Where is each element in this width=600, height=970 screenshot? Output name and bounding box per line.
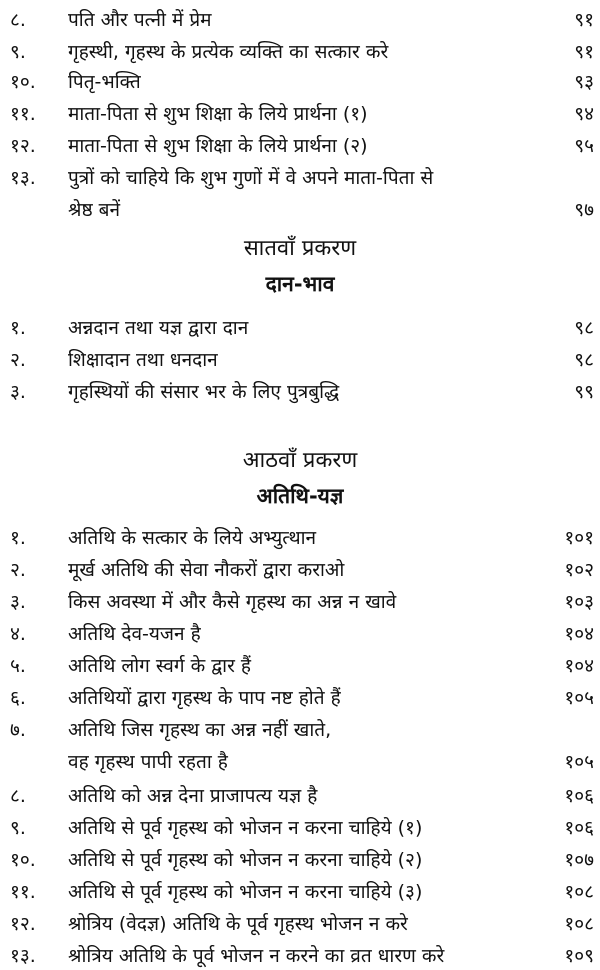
entry-page: १०८: [564, 913, 594, 935]
entry-page: १०१: [564, 527, 594, 549]
entry-page: ९५: [574, 135, 594, 157]
entry-page: ९८: [574, 317, 594, 339]
toc-entry: [0, 312, 600, 340]
entry-title: किस अवस्था में और कैसे गृहस्थ का अन्न न खावे: [68, 591, 397, 613]
entry-title: गृहस्थियों की संसार भर के लिए पुत्रबुद्धि: [68, 381, 340, 403]
entry-title: अतिथि को अन्न देना प्राजापत्य यज्ञ है: [68, 785, 318, 807]
toc-entry: [0, 876, 600, 904]
entry-title: श्रोत्रिय अतिथि के पूर्व भोजन न करने का व्रत धारण करे: [68, 945, 445, 967]
toc-entry: [0, 344, 600, 372]
entry-number: ११.: [10, 881, 36, 903]
entry-number: ९.: [10, 817, 26, 839]
toc-entry: [0, 618, 600, 646]
entry-number: ११.: [10, 103, 36, 125]
entry-title: अन्नदान तथा यज्ञ द्वारा दान: [68, 317, 249, 339]
toc-entry: [0, 522, 600, 550]
entry-title: अतिथि से पूर्व गृहस्थ को भोजन न करना चाहिये (३): [68, 881, 423, 903]
toc-entry: [0, 162, 600, 190]
entry-title: अतिथि लोग स्वर्ग के द्वार हैं: [68, 655, 251, 677]
entry-title: श्रोत्रिय (वेदज्ञ) अतिथि के पूर्व गृहस्थ भोजन न करे: [68, 913, 408, 935]
entry-number: १२.: [10, 135, 36, 157]
entry-title: अतिथि के सत्कार के लिये अभ्युत्थान: [68, 527, 317, 549]
entry-page: १०८: [564, 881, 594, 903]
entry-number: ६.: [10, 687, 26, 709]
toc-entry: [0, 4, 600, 32]
entry-page: ९९: [574, 381, 594, 403]
toc-entry: [0, 908, 600, 936]
toc-entry: [0, 650, 600, 678]
entry-title-continued: वह गृहस्थ पापी रहता है: [68, 751, 228, 773]
entry-page: १०५: [564, 687, 594, 709]
toc-entry: [0, 98, 600, 126]
entry-title: माता-पिता से शुभ शिक्षा के लिये प्रार्थना (१): [68, 103, 368, 125]
entry-title: मूर्ख अतिथि की सेवा नौकरों द्वारा कराओ: [68, 559, 345, 581]
entry-page: ९३: [574, 71, 594, 93]
entry-number: ९.: [10, 41, 26, 63]
entry-title: माता-पिता से शुभ शिक्षा के लिये प्रार्थना (२): [68, 135, 368, 157]
toc-entry-continuation: [0, 194, 600, 222]
toc-entry: [0, 780, 600, 808]
entry-number: ३.: [10, 381, 26, 403]
entry-title: अतिथि से पूर्व गृहस्थ को भोजन न करना चाहिये (१): [68, 817, 423, 839]
entry-title: अतिथि जिस गृहस्थ का अन्न नहीं खाते,: [68, 719, 332, 741]
entry-title: शिक्षादान तथा धनदान: [68, 349, 218, 371]
entry-page: ९८: [574, 349, 594, 371]
entry-number: ५.: [10, 655, 26, 677]
entry-title: अतिथि से पूर्व गृहस्थ को भोजन न करना चाहिये (२): [68, 849, 423, 871]
entry-page: १०४: [564, 623, 594, 645]
entry-number: १०.: [10, 71, 36, 93]
entry-title-continued: श्रेष्ठ बनें: [68, 199, 121, 221]
entry-number: ८.: [10, 9, 26, 31]
entry-number: २.: [10, 559, 26, 581]
entry-number: ७.: [10, 719, 26, 741]
entry-number: १३.: [10, 167, 36, 189]
entry-page: १०२: [564, 559, 594, 581]
chapter-subtitle: अतिथि-यज्ञ: [256, 484, 344, 508]
toc-entry: [0, 376, 600, 404]
entry-title: पितृ-भक्ति: [68, 71, 141, 93]
entry-title: पति और पत्नी में प्रेम: [68, 9, 212, 31]
entry-number: ३.: [10, 591, 26, 613]
entry-number: १०.: [10, 849, 36, 871]
entry-page: १०६: [564, 785, 594, 807]
chapter-heading: आठवाँ प्रकरण: [242, 448, 358, 473]
entry-number: ४.: [10, 623, 26, 645]
entry-number: ८.: [10, 785, 26, 807]
entry-number: १२.: [10, 913, 36, 935]
toc-entry-continuation: [0, 746, 600, 774]
toc-entry: [0, 36, 600, 64]
toc-entry: [0, 130, 600, 158]
entry-page: १०९: [564, 945, 594, 967]
toc-entry: [0, 940, 600, 968]
entry-title: गृहस्थी, गृहस्थ के प्रत्येक व्यक्ति का सत्कार करे: [68, 41, 389, 63]
entry-page: १०३: [564, 591, 594, 613]
entry-title: अतिथि देव-यजन है: [68, 623, 201, 645]
entry-title: अतिथियों द्वारा गृहस्थ के पाप नष्ट होते हैं: [68, 687, 341, 709]
toc-entry: [0, 844, 600, 872]
entry-page: ९४: [574, 103, 594, 125]
entry-number: १.: [10, 317, 26, 339]
toc-entry: [0, 812, 600, 840]
entry-page: १०४: [564, 655, 594, 677]
entry-page: ९७: [574, 199, 594, 221]
entry-title: पुत्रों को चाहिये कि शुभ गुणों में वे अपने माता-पिता से: [68, 167, 434, 189]
toc-entry: [0, 682, 600, 710]
entry-page: १०५: [564, 751, 594, 773]
entry-page: १०६: [564, 817, 594, 839]
entry-number: १३.: [10, 945, 36, 967]
chapter-heading: सातवाँ प्रकरण: [243, 236, 357, 261]
entry-page: १०७: [564, 849, 594, 871]
chapter-subtitle: दान-भाव: [265, 272, 335, 296]
entry-page: ९१: [574, 9, 594, 31]
entry-page: ९१: [574, 41, 594, 63]
toc-entry: [0, 66, 600, 94]
entry-number: १.: [10, 527, 26, 549]
toc-entry: [0, 586, 600, 614]
toc-entry: [0, 554, 600, 582]
entry-number: २.: [10, 349, 26, 371]
toc-entry: [0, 714, 600, 742]
